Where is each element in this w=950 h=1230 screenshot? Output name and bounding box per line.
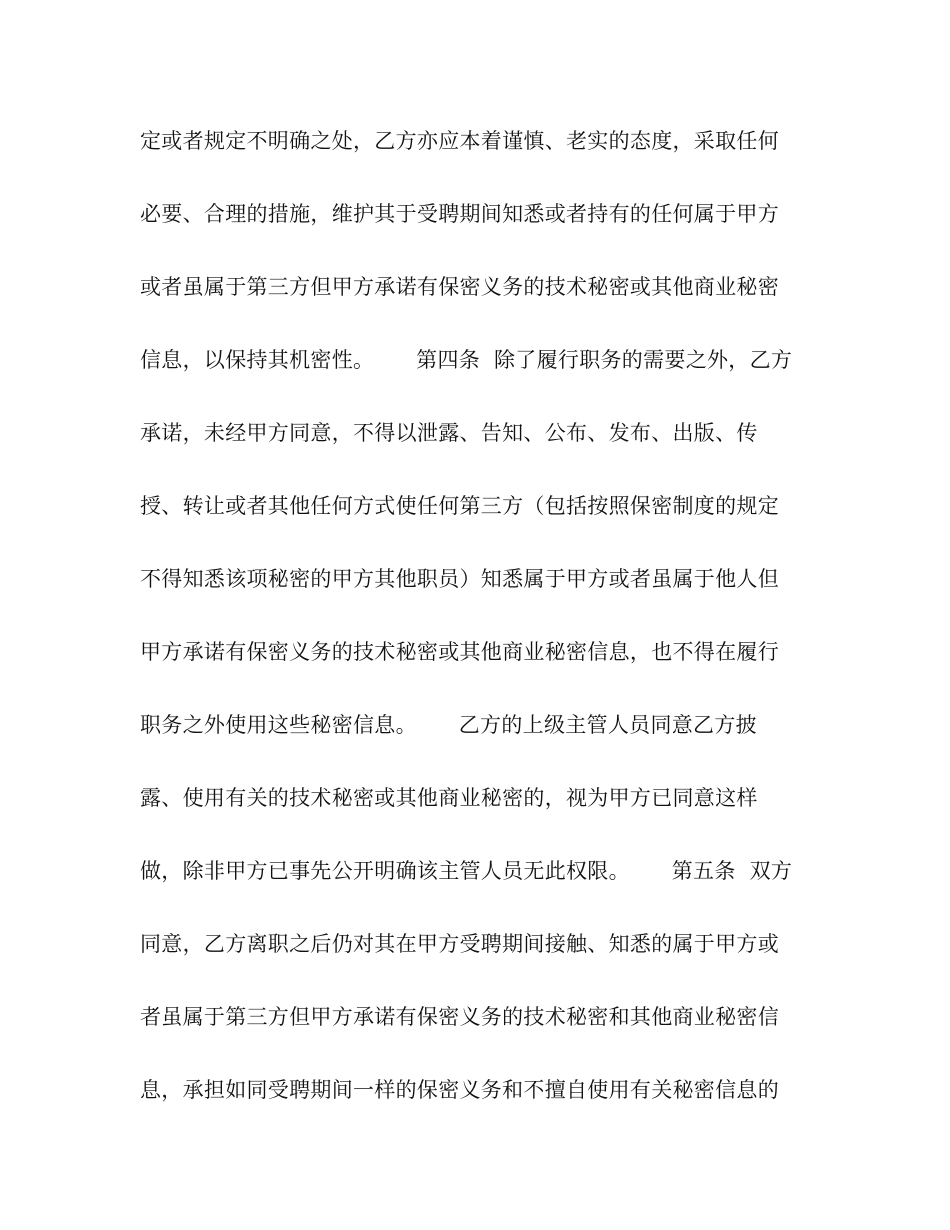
text-line: 授、转让或者其他任何方式使任何第三方（包括按照保密制度的规定 <box>140 494 779 518</box>
text-line: 露、使用有关的技术秘密或其他商业秘密的，视为甲方已同意这样 <box>140 786 758 810</box>
text-line: 信息，以保持其机密性。 第四条 除了履行职务的需要之外，乙方 <box>140 348 793 372</box>
text-line: 者虽属于第三方但甲方承诺有保密义务的技术秘密和其他商业秘密信 <box>140 1005 779 1029</box>
text-line: 做，除非甲方已事先公开明确该主管人员无此权限。 第五条 双方 <box>140 859 793 883</box>
text-line: 职务之外使用这些秘密信息。 乙方的上级主管人员同意乙方披 <box>140 713 757 737</box>
text-line: 不得知悉该项秘密的甲方其他职员）知悉属于甲方或者虽属于他人但 <box>140 567 779 591</box>
text-line: 定或者规定不明确之处，乙方亦应本着谨慎、老实的态度，采取任何 <box>140 129 779 153</box>
text-line: 必要、合理的措施，维护其于受聘期间知悉或者持有的任何属于甲方 <box>140 202 779 226</box>
text-line: 或者虽属于第三方但甲方承诺有保密义务的技术秘密或其他商业秘密 <box>140 275 779 299</box>
text-line: 同意，乙方离职之后仍对其在甲方受聘期间接触、知悉的属于甲方或 <box>140 932 779 956</box>
text-line: 承诺，未经甲方同意，不得以泄露、告知、公布、发布、出版、传 <box>140 421 758 445</box>
text-line: 甲方承诺有保密义务的技术秘密或其他商业秘密信息，也不得在履行 <box>140 640 779 664</box>
text-line: 息，承担如同受聘期间一样的保密义务和不擅自使用有关秘密信息的 <box>140 1078 779 1102</box>
